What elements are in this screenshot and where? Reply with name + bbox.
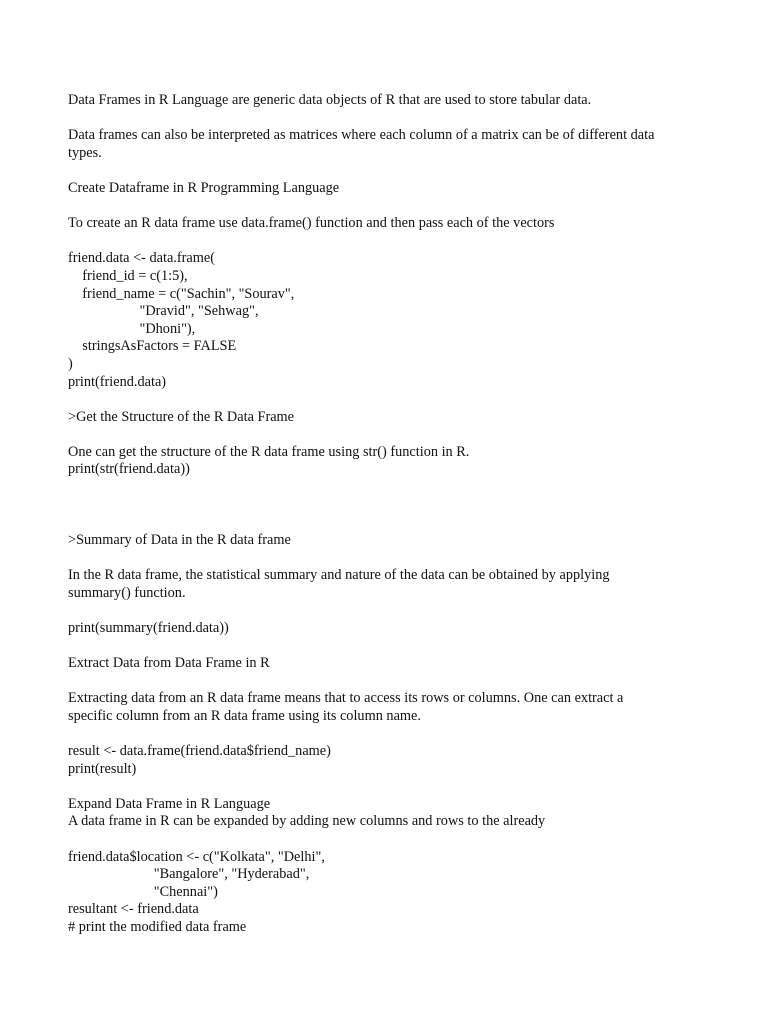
paragraph bbox=[68, 532, 708, 550]
code-line: friend_id = c(1:5), bbox=[68, 267, 188, 284]
code-line: print(friend.data) bbox=[68, 373, 167, 390]
code-line: result <- data.frame(friend.data$friend_name) bbox=[68, 742, 331, 759]
code-line: friend.data$location <- c("Kolkata", "Delhi", bbox=[68, 848, 325, 865]
paragraph-gap bbox=[68, 110, 708, 128]
code-line: "Chennai") bbox=[68, 883, 218, 900]
paragraph-gap bbox=[68, 391, 708, 409]
text-line: >Summary of Data in the R data frame bbox=[68, 531, 291, 548]
text-line: Data Frames in R Language are generic data objects of R that are used to store tabular data. bbox=[68, 92, 592, 108]
code-block bbox=[68, 849, 708, 937]
code-block bbox=[68, 250, 708, 391]
paragraph bbox=[68, 655, 708, 673]
text-line: Extracting data from an R data frame means that to access its rows or columns. One can extract a bbox=[68, 690, 624, 707]
paragraph bbox=[68, 567, 708, 602]
paragraph-gap bbox=[68, 233, 708, 251]
paragraph-gap bbox=[68, 831, 708, 849]
code-line: # print the modified data frame bbox=[68, 918, 247, 935]
paragraph bbox=[68, 127, 708, 162]
code-line: friend_name = c("Sachin", "Sourav", bbox=[68, 285, 295, 302]
text-line: A data frame in R can be expanded by adding new columns and rows to the already bbox=[68, 813, 546, 830]
code-line: "Dhoni"), bbox=[68, 320, 196, 337]
code-line: "Bangalore", "Hyderabad", bbox=[68, 866, 310, 883]
text-line: types. bbox=[68, 144, 102, 161]
text-line: In the R data frame, the statistical summary and nature of the data can be obtained by applying bbox=[68, 567, 610, 584]
paragraph bbox=[68, 215, 708, 233]
text-line: Data frames can also be interpreted as matrices where each column of a matrix can be of different data bbox=[68, 127, 655, 144]
text-line: >Get the Structure of the R Data Frame bbox=[68, 408, 295, 425]
code-line: stringsAsFactors = FALSE bbox=[68, 338, 237, 355]
text-line: summary() function. bbox=[68, 584, 186, 601]
code-line: resultant <- friend.data bbox=[68, 901, 199, 918]
blank-space bbox=[68, 497, 708, 515]
paragraph bbox=[68, 92, 708, 110]
paragraph-gap bbox=[68, 549, 708, 567]
paragraph-gap bbox=[68, 426, 708, 444]
code-line: print(result) bbox=[68, 760, 137, 777]
text-line: specific column from an R data frame using its column name. bbox=[68, 707, 421, 724]
text-line: Create Dataframe in R Programming Language bbox=[68, 179, 340, 196]
paragraph bbox=[68, 620, 708, 638]
paragraph bbox=[68, 409, 708, 427]
text-line: One can get the structure of the R data frame using str() function in R. bbox=[68, 443, 470, 460]
code-line: ) bbox=[68, 355, 73, 372]
paragraph-gap bbox=[68, 514, 708, 532]
paragraph bbox=[68, 690, 708, 725]
paragraph bbox=[68, 180, 708, 198]
paragraph-gap bbox=[68, 778, 708, 796]
text-line: To create an R data frame use data.frame() function and then pass each of the vectors bbox=[68, 215, 555, 232]
text-line: print(summary(friend.data)) bbox=[68, 619, 229, 636]
paragraph-gap bbox=[68, 162, 708, 180]
paragraph bbox=[68, 796, 708, 831]
text-line: Expand Data Frame in R Language bbox=[68, 795, 271, 812]
code-line: "Dravid", "Sehwag", bbox=[68, 303, 259, 320]
paragraph-gap bbox=[68, 637, 708, 655]
text-line: Extract Data from Data Frame in R bbox=[68, 655, 270, 671]
document-body bbox=[68, 92, 708, 937]
paragraph-gap bbox=[68, 479, 708, 497]
paragraph-gap bbox=[68, 725, 708, 743]
text-line: print(str(friend.data)) bbox=[68, 461, 190, 478]
code-block bbox=[68, 743, 708, 778]
paragraph-gap bbox=[68, 673, 708, 691]
paragraph bbox=[68, 444, 708, 479]
code-line: friend.data <- data.frame( bbox=[68, 250, 215, 267]
paragraph-gap bbox=[68, 602, 708, 620]
paragraph-gap bbox=[68, 198, 708, 216]
